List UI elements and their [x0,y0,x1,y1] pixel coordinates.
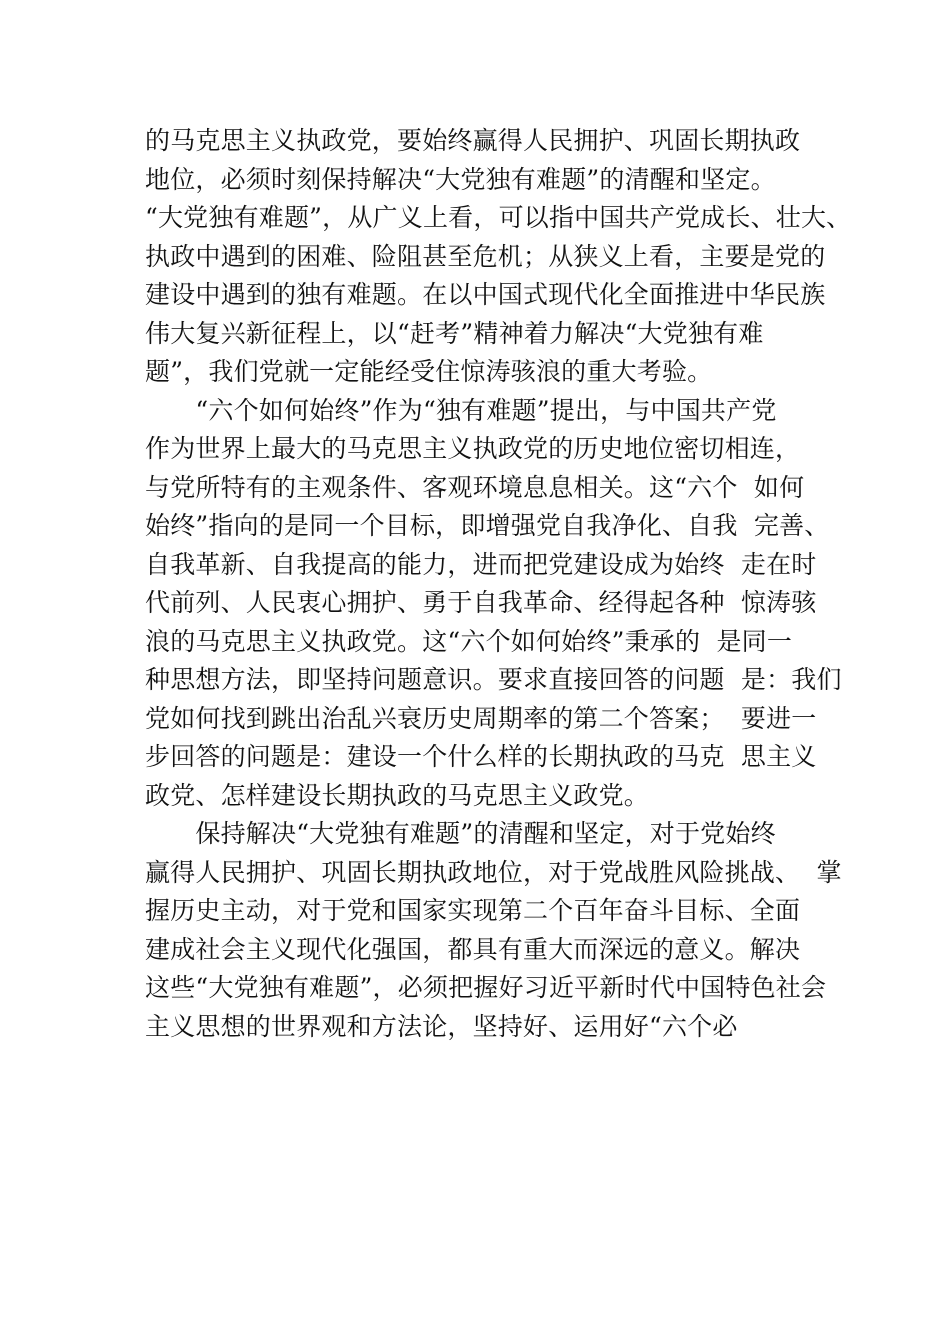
text-line: 建设中遇到的独有难题。在以中国式现代化全面推进中华民族 [145,280,826,309]
text-line: 步回答的问题是：建设一个什么样的长期执政的马克 思主义 [145,742,817,771]
text-line: 始终”指向的是同一个目标，即增强党自我净化、自我 完善、 [145,511,830,540]
text-line: 主义思想的世界观和方法论，坚持好、运用好“六个必 [145,1011,738,1041]
text-line: “六个如何始终”作为“独有难题”提出，与中国共产党 [145,395,777,425]
text-line: 党如何找到跳出治乱兴衰历史周期率的第二个答案； 要进一 [145,703,817,733]
text-line: 政党、怎样建设长期执政的马克思主义政党。 [145,780,650,810]
text-line: 握历史主动，对于党和国家实现第二个百年奋斗目标、全面 [145,896,801,925]
text-line: 浪的马克思主义执政党。这“六个如何始终”秉承的 是同一 [145,626,793,656]
text-line: 地位，必须时刻保持解决“大党独有难题”的清醒和坚定。 [145,164,776,194]
text-line: 建成社会主义现代化强国，都具有重大而深远的意义。解决 [145,934,801,964]
text-line: 伟大复兴新征程上，以“赶考”精神着力解决“大党独有难 [145,318,764,348]
text-line: 题”，我们党就一定能经受住惊涛骇浪的重大考验。 [145,357,713,386]
text-line: 种思想方法，即坚持问题意识。要求直接回答的问题 是：我们 [145,665,842,694]
body-text [145,122,865,1046]
text-line: 保持解决“大党独有难题”的清醒和坚定，对于党始终 [145,819,776,848]
text-line: 这些“大党独有难题”，必须把握好习近平新时代中国特色社会 [145,973,827,1002]
text-line: 的马克思主义执政党，要始终赢得人民拥护、巩固长期执政 [145,126,801,155]
text-line: 作为世界上最大的马克思主义执政党的历史地位密切相连， [145,434,801,463]
text-line: “大党独有难题”，从广义上看，可以指中国共产党成长、壮大、 [145,203,852,232]
text-line: 执政中遇到的困难、险阻甚至危机；从狭义上看，主要是党的 [145,241,826,271]
text-line: 赢得人民拥护、巩固长期执政地位，对于党战胜风险挑战、 掌 [145,857,842,887]
text-line: 与党所特有的主观条件、客观环境息息相关。这“六个 如何 [145,472,805,502]
text-line: 代前列、人民衷心拥护、勇于自我革命、经得起各种 惊涛骇 [145,588,817,617]
text-line: 自我革新、自我提高的能力，进而把党建设成为始终 走在时 [145,549,817,579]
